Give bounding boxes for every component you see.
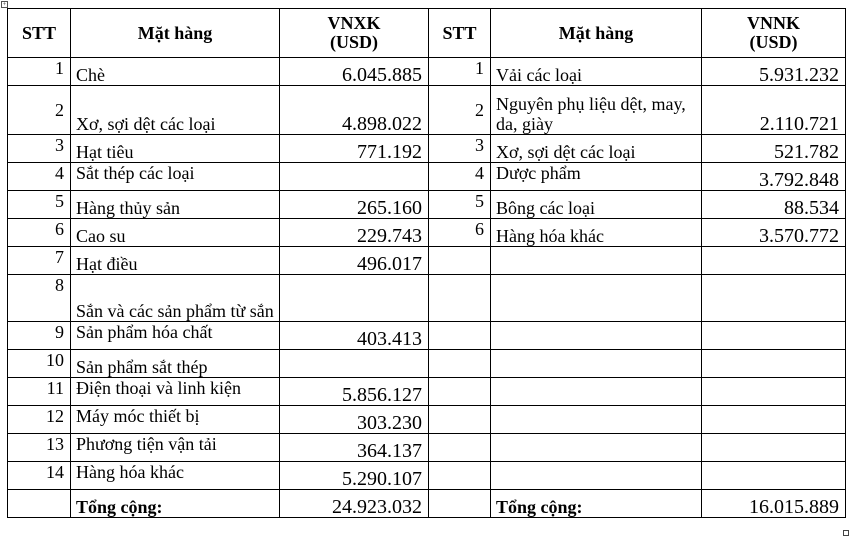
export-stt: 9 bbox=[8, 322, 71, 350]
table-row bbox=[8, 462, 846, 490]
export-total-label: Tổng cộng: bbox=[71, 490, 280, 518]
empty-cell bbox=[702, 275, 846, 322]
import-stt: 3 bbox=[429, 135, 491, 163]
empty-cell bbox=[491, 406, 702, 434]
empty-cell bbox=[702, 378, 846, 406]
header-export-line2: (USD) bbox=[330, 32, 378, 52]
export-stt: 8 bbox=[8, 275, 71, 322]
import-stt: 2 bbox=[429, 86, 491, 135]
export-stt: 12 bbox=[8, 406, 71, 434]
header-import-value bbox=[702, 9, 846, 58]
empty-cell bbox=[702, 462, 846, 490]
table-row bbox=[8, 275, 846, 322]
export-stt: 13 bbox=[8, 434, 71, 462]
export-name: Máy móc thiết bị bbox=[71, 406, 280, 434]
header-export-value bbox=[280, 9, 429, 58]
table-row bbox=[8, 58, 846, 86]
export-name: Chè bbox=[71, 58, 280, 86]
header-stt-right: STT bbox=[429, 9, 491, 58]
header-row bbox=[8, 9, 846, 58]
export-name: Hạt điều bbox=[71, 247, 280, 275]
import-name: Xơ, sợi dệt các loại bbox=[491, 135, 702, 163]
empty-cell bbox=[429, 490, 491, 518]
export-stt: 5 bbox=[8, 191, 71, 219]
header-import-line2: (USD) bbox=[749, 32, 798, 52]
export-value bbox=[280, 350, 429, 378]
table-resize-handle-icon[interactable] bbox=[843, 530, 849, 536]
empty-cell bbox=[429, 247, 491, 275]
export-stt: 6 bbox=[8, 219, 71, 247]
empty-cell bbox=[702, 247, 846, 275]
import-stt: 6 bbox=[429, 219, 491, 247]
table-move-handle-icon[interactable]: + bbox=[2, 2, 7, 8]
import-name: Nguyên phụ liệu dệt, may, da, giày bbox=[491, 86, 702, 135]
export-stt: 2 bbox=[8, 86, 71, 135]
export-value: 4.898.022 bbox=[280, 86, 429, 135]
import-total-value: 16.015.889 bbox=[702, 490, 846, 518]
export-name: Hạt tiêu bbox=[71, 135, 280, 163]
empty-cell bbox=[702, 322, 846, 350]
table-row bbox=[8, 322, 846, 350]
empty-cell bbox=[491, 275, 702, 322]
export-name: Cao su bbox=[71, 219, 280, 247]
empty-cell bbox=[491, 462, 702, 490]
header-stt-left: STT bbox=[8, 9, 71, 58]
export-stt: 10 bbox=[8, 350, 71, 378]
empty-cell bbox=[491, 378, 702, 406]
empty-cell bbox=[8, 490, 71, 518]
import-stt: 5 bbox=[429, 191, 491, 219]
export-value: 364.137 bbox=[280, 434, 429, 462]
export-stt: 3 bbox=[8, 135, 71, 163]
import-value: 521.782 bbox=[702, 135, 846, 163]
import-value: 5.931.232 bbox=[702, 58, 846, 86]
header-item-right: Mặt hàng bbox=[491, 9, 702, 58]
export-value bbox=[280, 275, 429, 322]
empty-cell bbox=[429, 462, 491, 490]
empty-cell bbox=[429, 322, 491, 350]
export-name: Phương tiện vận tải bbox=[71, 434, 280, 462]
export-name: Điện thoại và linh kiện bbox=[71, 378, 280, 406]
export-name: Hàng thủy sản bbox=[71, 191, 280, 219]
export-value: 303.230 bbox=[280, 406, 429, 434]
empty-cell bbox=[702, 434, 846, 462]
export-value bbox=[280, 163, 429, 191]
export-value: 771.192 bbox=[280, 135, 429, 163]
export-stt: 1 bbox=[8, 58, 71, 86]
import-value: 3.792.848 bbox=[702, 163, 846, 191]
import-value: 3.570.772 bbox=[702, 219, 846, 247]
table-row bbox=[8, 135, 846, 163]
empty-cell bbox=[429, 406, 491, 434]
export-name: Sắn và các sản phẩm từ sắn bbox=[71, 275, 280, 322]
table-row bbox=[8, 86, 846, 135]
export-value: 265.160 bbox=[280, 191, 429, 219]
header-import-line1: VNNK bbox=[747, 13, 800, 33]
table-row bbox=[8, 191, 846, 219]
export-name: Hàng hóa khác bbox=[71, 462, 280, 490]
table-row bbox=[8, 434, 846, 462]
export-name: Sản phẩm hóa chất bbox=[71, 322, 280, 350]
export-value: 5.290.107 bbox=[280, 462, 429, 490]
trade-table bbox=[7, 8, 846, 518]
empty-cell bbox=[429, 378, 491, 406]
export-name: Xơ, sợi dệt các loại bbox=[71, 86, 280, 135]
import-stt: 1 bbox=[429, 58, 491, 86]
empty-cell bbox=[491, 247, 702, 275]
export-stt: 11 bbox=[8, 378, 71, 406]
empty-cell bbox=[491, 350, 702, 378]
export-value: 6.045.885 bbox=[280, 58, 429, 86]
empty-cell bbox=[429, 434, 491, 462]
export-value: 229.743 bbox=[280, 219, 429, 247]
table-row bbox=[8, 163, 846, 191]
header-item-left: Mặt hàng bbox=[71, 9, 280, 58]
export-stt: 7 bbox=[8, 247, 71, 275]
table-row bbox=[8, 247, 846, 275]
export-stt: 14 bbox=[8, 462, 71, 490]
export-name: Sắt thép các loại bbox=[71, 163, 280, 191]
total-row bbox=[8, 490, 846, 518]
empty-cell bbox=[702, 406, 846, 434]
export-name: Sản phẩm sắt thép bbox=[71, 350, 280, 378]
table-row bbox=[8, 378, 846, 406]
empty-cell bbox=[702, 350, 846, 378]
import-total-label: Tổng cộng: bbox=[491, 490, 702, 518]
import-name: Vải các loại bbox=[491, 58, 702, 86]
import-name: Hàng hóa khác bbox=[491, 219, 702, 247]
import-value: 2.110.721 bbox=[702, 86, 846, 135]
empty-cell bbox=[429, 275, 491, 322]
import-name: Bông các loại bbox=[491, 191, 702, 219]
empty-cell bbox=[429, 350, 491, 378]
table-row bbox=[8, 350, 846, 378]
export-total-value: 24.923.032 bbox=[280, 490, 429, 518]
export-value: 496.017 bbox=[280, 247, 429, 275]
export-value: 403.413 bbox=[280, 322, 429, 350]
import-stt: 4 bbox=[429, 163, 491, 191]
table-row bbox=[8, 219, 846, 247]
export-value: 5.856.127 bbox=[280, 378, 429, 406]
export-stt: 4 bbox=[8, 163, 71, 191]
header-export-line1: VNXK bbox=[327, 13, 381, 33]
import-name: Dược phẩm bbox=[491, 163, 702, 191]
empty-cell bbox=[491, 434, 702, 462]
import-value: 88.534 bbox=[702, 191, 846, 219]
empty-cell bbox=[491, 322, 702, 350]
table-row bbox=[8, 406, 846, 434]
